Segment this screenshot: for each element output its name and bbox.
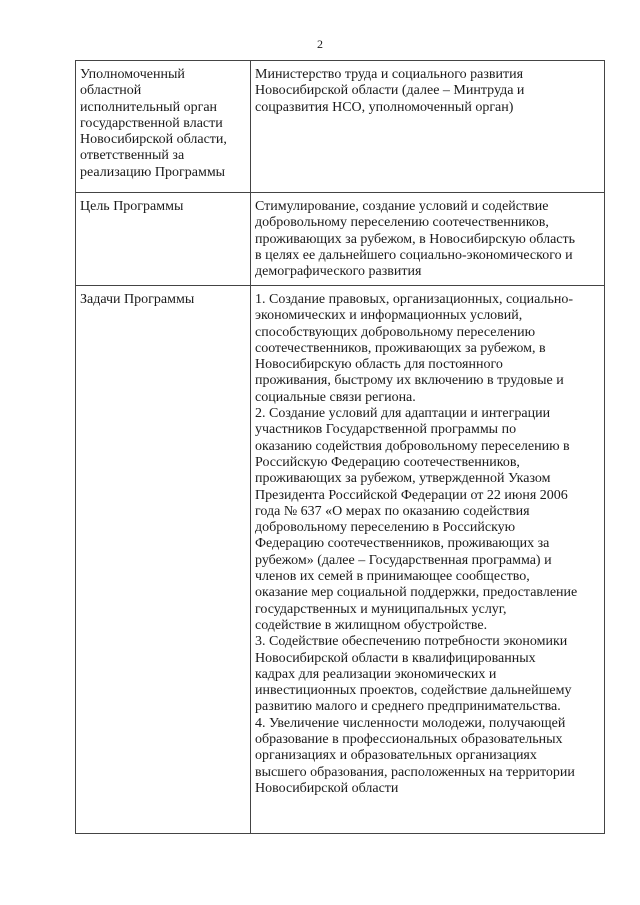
label-line: Цель Программы xyxy=(80,199,184,214)
value-line: рубежом» (далее – Государственная программа) и xyxy=(255,552,552,568)
value-line: Новосибирскую область для постоянного xyxy=(255,357,503,373)
label-line: Новосибирской области, xyxy=(80,132,227,148)
page-number: 2 xyxy=(317,37,323,51)
label-cell xyxy=(76,286,251,834)
value-line: 4. Увеличение численности молодежи, получающей xyxy=(255,715,566,731)
value-line: участников Государственной программы по xyxy=(255,422,517,438)
value-line: соцразвития НСО, уполномоченный орган) xyxy=(255,99,514,115)
value-line: способствующих добровольному переселению xyxy=(255,324,536,340)
label-line: реализацию Программы xyxy=(80,164,226,180)
value-line: Федерацию соотечественников, проживающих за xyxy=(255,536,550,552)
value-line: добровольному переселению соотечественников, xyxy=(255,215,549,231)
value-line: Президента Российской Федерации от 22 июня 2006 xyxy=(255,487,568,503)
label-line: исполнительный орган xyxy=(80,99,218,115)
value-line: оказанию содействия добровольному переселению в xyxy=(255,438,570,454)
value-line: проживания, быстрому их включению в трудовые и xyxy=(255,373,564,389)
value-line: государственных и муниципальных услуг, xyxy=(255,601,507,617)
label-cell xyxy=(76,193,251,286)
value-line: содействие в жилищном обустройстве. xyxy=(255,617,488,633)
value-line: высшего образования, расположенных на территории xyxy=(255,764,575,780)
label-line: областной xyxy=(80,83,142,99)
label-line: государственной власти xyxy=(80,115,223,131)
value-line: кадрах для реализации экономических и xyxy=(255,666,497,682)
value-line: социальные связи региона. xyxy=(255,389,416,405)
value-cell xyxy=(251,61,605,193)
value-line: демографического развития xyxy=(255,264,422,280)
label-line: Уполномоченный xyxy=(80,67,185,82)
value-line: проживающих за рубежом, утвержденной Указом xyxy=(255,471,551,487)
label-line: ответственный за xyxy=(80,148,185,164)
value-line: проживающих за рубежом, в Новосибирскую область xyxy=(255,231,575,247)
value-line: 3. Содействие обеспечению потребности экономики xyxy=(255,634,568,650)
value-line: инвестиционных проектов, содействие дальнейшему xyxy=(255,683,572,699)
value-line: Новосибирской области (далее – Минтруда и xyxy=(255,83,525,99)
value-line: соотечественников, проживающих за рубежом, в xyxy=(255,340,546,356)
value-line: членов их семей в принимающее сообщество, xyxy=(255,569,530,585)
value-line: 2. Создание условий для адаптации и интеграции xyxy=(255,406,551,422)
value-line: Стимулирование, создание условий и содействие xyxy=(255,199,549,214)
value-line: в целях ее дальнейшего социально-экономического и xyxy=(255,247,573,263)
value-line: Новосибирской области xyxy=(255,780,399,796)
value-line: образование в профессиональных образовательных xyxy=(255,732,563,748)
value-cell xyxy=(251,286,605,834)
value-line: организациях и образовательных организациях xyxy=(255,748,537,764)
value-line: Новосибирской области в квалифицированных xyxy=(255,650,536,666)
table-row-tasks xyxy=(76,286,605,834)
label-cell xyxy=(76,61,251,193)
table-row-responsible-body xyxy=(76,61,605,193)
table-row-goal xyxy=(76,193,605,286)
label-line: Задачи Программы xyxy=(80,292,195,307)
value-cell xyxy=(251,193,605,286)
value-line: года № 637 «О мерах по оказанию содействия xyxy=(255,503,530,519)
value-line: экономических и информационных условий, xyxy=(255,308,523,324)
program-passport-table xyxy=(75,60,605,834)
value-line: добровольному переселению в Российскую xyxy=(255,520,516,536)
value-line: Российскую Федерацию соотечественников, xyxy=(255,454,520,470)
value-line: оказание мер социальной поддержки, предоставление xyxy=(255,585,578,601)
value-line: развитию малого и среднего предпринимательства. xyxy=(255,699,561,715)
value-line: 1. Создание правовых, организационных, социально- xyxy=(255,292,574,307)
value-line: Министерство труда и социального развития xyxy=(255,67,524,82)
